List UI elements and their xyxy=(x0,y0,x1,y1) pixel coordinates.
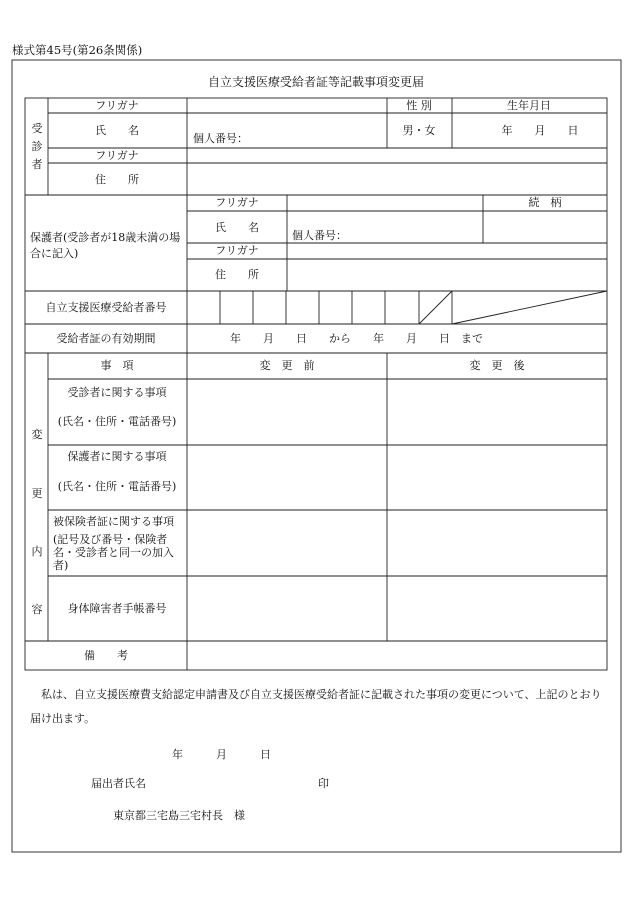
guardian-address-label: 住 所 xyxy=(215,268,259,281)
changes-section-label-4: 容 xyxy=(31,603,43,616)
remarks-label: 備 考 xyxy=(84,649,128,662)
col-item-header: 事 項 xyxy=(100,359,134,372)
guardian-name-label: 氏 名 xyxy=(215,221,259,234)
addressee: 東京都三宅島三宅村長 様 xyxy=(113,809,245,822)
certificate-number-label: 自立支援医療受給者番号 xyxy=(45,301,167,314)
patient-furigana-label: フリガナ xyxy=(95,99,139,112)
patient-name-label: 氏 名 xyxy=(95,124,139,137)
changes-section-label-3: 内 xyxy=(31,545,43,558)
changes-section-label-1: 変 xyxy=(31,428,43,441)
patient-birth-value: 年 月 日 xyxy=(501,124,579,137)
declaration-date: 年 月 日 xyxy=(172,748,271,761)
seal-mark: 印 xyxy=(318,777,329,790)
row2-sub: (氏名・住所・電話番号) xyxy=(57,480,177,493)
form-number: 様式第45号(第26条関係) xyxy=(12,43,143,57)
patient-section-label-3: 者 xyxy=(31,158,43,171)
patient-address-label: 住 所 xyxy=(95,173,139,186)
patient-section-label-2: 診 xyxy=(31,140,43,153)
row4-title: 身体障害者手帳番号 xyxy=(67,602,167,615)
guardian-furigana2-label: フリガナ xyxy=(215,244,259,257)
guardian-section-label: 保護者(受診者が18歳未満の場合に記入) xyxy=(30,231,181,260)
declaration-text: 私は、自立支援医療費支給認定申請書及び自立支援医療受給者証に記載された事項の変更について、上記のとおり届け出ます。 xyxy=(30,688,602,725)
col-before-header: 変 更 前 xyxy=(259,359,315,372)
patient-individual-number-label: 個人番号： xyxy=(193,132,248,145)
guardian-individual-number-label: 個人番号： xyxy=(292,229,347,242)
row3-title: 被保険者証に関する事項 xyxy=(53,515,174,528)
row1-sub: (氏名・住所・電話番号) xyxy=(57,415,177,428)
validity-value: 年 月 日 から 年 月 日 まで xyxy=(230,332,483,345)
guardian-relation-header: 続 柄 xyxy=(528,196,562,209)
patient-birth-header: 生年月日 xyxy=(507,99,551,112)
patient-furigana2-label: フリガナ xyxy=(95,149,139,162)
validity-label: 受給者証の有効期間 xyxy=(56,332,156,345)
patient-sex-value: 男・女 xyxy=(402,124,436,137)
guardian-furigana-label: フリガナ xyxy=(215,196,259,209)
row2-title: 保護者に関する事項 xyxy=(67,450,167,463)
form-title: 自立支援医療受給者証等記載事項変更届 xyxy=(207,75,425,89)
row3-sub: (記号及び番号・保険者名・受診者と同一の加入者) xyxy=(53,533,174,573)
applicant-name-label: 届出者氏名 xyxy=(91,777,146,790)
row1-title: 受診者に関する事項 xyxy=(67,386,167,399)
patient-section-label-1: 受 xyxy=(31,122,43,135)
patient-sex-header: 性 別 xyxy=(406,99,432,112)
changes-section-label-2: 更 xyxy=(31,487,43,500)
col-after-header: 変 更 後 xyxy=(469,359,525,372)
